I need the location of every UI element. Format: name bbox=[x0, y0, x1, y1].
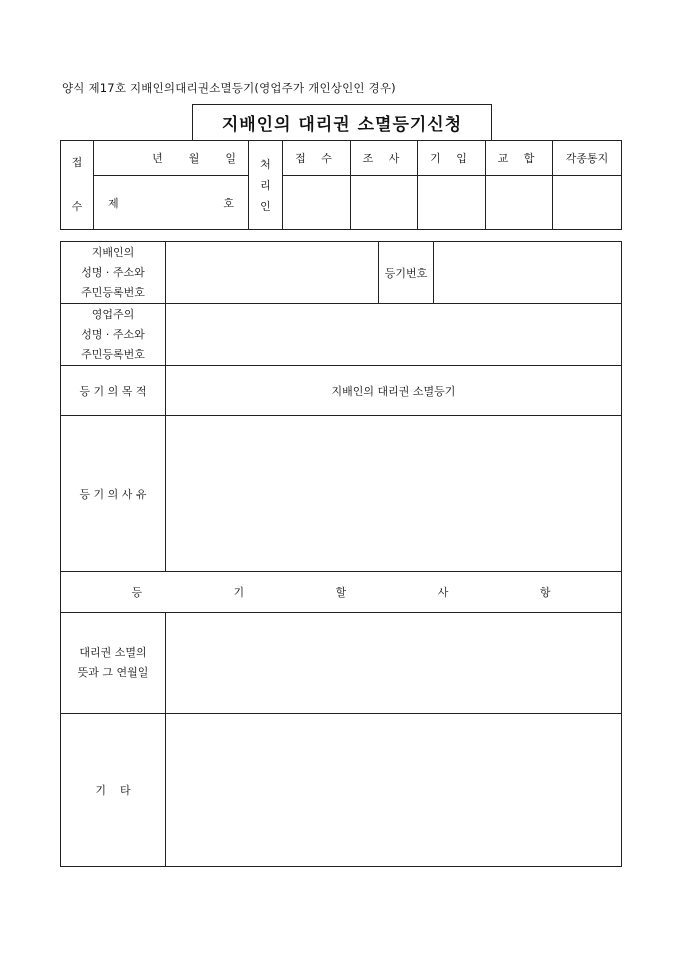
step-check: 교 합 bbox=[486, 141, 553, 176]
receipt-label-top: 접 bbox=[71, 156, 83, 169]
application-table bbox=[60, 241, 622, 867]
matters-header: 등 기 할 사 항 bbox=[61, 572, 622, 613]
ho-label: 호 bbox=[223, 196, 234, 210]
year-label: 년 bbox=[152, 152, 163, 166]
manager-label bbox=[61, 242, 166, 304]
other-field[interactable] bbox=[166, 714, 622, 867]
step-notice-box[interactable] bbox=[553, 176, 622, 230]
manager-label-line3: 주민등록번호 bbox=[81, 285, 145, 299]
manager-label-line1: 지배인의 bbox=[91, 245, 135, 259]
receipt-number-cell[interactable] bbox=[94, 176, 249, 230]
step-receipt-box[interactable] bbox=[283, 176, 351, 230]
process-label-1: 처 bbox=[260, 157, 271, 171]
reg-no-field[interactable] bbox=[434, 242, 622, 304]
owner-label-line1: 영업주의 bbox=[91, 307, 135, 321]
purpose-value: 지배인의 대리권 소멸등기 bbox=[166, 366, 622, 416]
form-title: 지배인의 대리권 소멸등기신청 bbox=[192, 104, 492, 140]
owner-label-line2: 성명 · 주소와 bbox=[81, 327, 145, 341]
owner-label-line3: 주민등록번호 bbox=[81, 347, 145, 361]
manager-label-line2: 성명 · 주소와 bbox=[81, 265, 145, 279]
extinction-label-line1: 대리권 소멸의 bbox=[79, 646, 147, 659]
month-label: 월 bbox=[188, 152, 200, 166]
reason-field[interactable] bbox=[166, 416, 622, 572]
receipt-table bbox=[60, 140, 622, 230]
step-receipt: 접 수 bbox=[283, 141, 351, 176]
purpose-label: 등 기 의 목 적 bbox=[61, 366, 166, 416]
step-review: 조 사 bbox=[351, 141, 418, 176]
reg-no-label: 등기번호 bbox=[379, 242, 434, 304]
process-label-2: 리 bbox=[260, 178, 271, 192]
step-entry-box[interactable] bbox=[418, 176, 486, 230]
extinction-label-line2: 뜻과 그 연월일 bbox=[77, 666, 149, 679]
extinction-label bbox=[61, 613, 166, 714]
form-caption: 양식 제17호 지배인의대리권소멸등기(영업주가 개인상인인 경우) bbox=[62, 81, 396, 95]
receipt-label-cell bbox=[61, 141, 94, 230]
step-check-box[interactable] bbox=[486, 176, 553, 230]
process-label-cell bbox=[249, 141, 283, 230]
day-label: 일 bbox=[225, 152, 236, 166]
manager-info-field[interactable] bbox=[166, 242, 379, 304]
step-review-box[interactable] bbox=[351, 176, 418, 230]
step-entry: 기 입 bbox=[418, 141, 486, 176]
owner-label bbox=[61, 304, 166, 366]
receipt-label-bottom: 수 bbox=[71, 200, 83, 213]
extinction-field[interactable] bbox=[166, 613, 622, 714]
other-label: 기 타 bbox=[61, 714, 166, 867]
receipt-date-cell[interactable] bbox=[94, 141, 249, 176]
je-label: 제 bbox=[108, 196, 119, 210]
process-label-3: 인 bbox=[260, 199, 271, 213]
step-notice: 각종통지 bbox=[553, 141, 622, 176]
reason-label: 등 기 의 사 유 bbox=[61, 416, 166, 572]
owner-info-field[interactable] bbox=[166, 304, 622, 366]
